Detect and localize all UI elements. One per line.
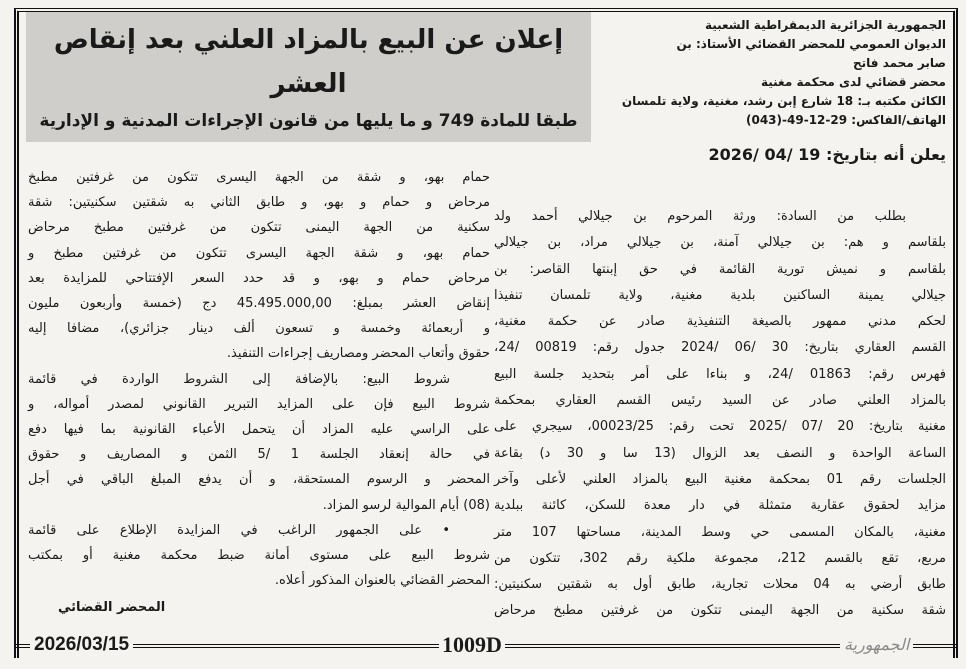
text-line: الجلسات رقم 01 بمحكمة مغنية البيع بالمزاد العلني لأعلى وآخر [494,471,946,487]
text-line: المحضر و الرسوم المستحقة، و أن يدفع المبلغ الباقي في أجل [28,472,490,488]
text-line: مغنية بتاريخ: 20 /07 /2025 تحت رقم: 00023/25، سيجري على [494,419,947,435]
text-line: حمام بهو، و شقة الجهة اليسرى تتكون من غرفتين مطبخ و [28,245,490,261]
text-line: مرحاض حمام و بهو، و قد حدد السعر الإفتتاحي للمزايدة بعد [28,270,490,286]
header-line: الجمهورية الجزائرية الديمقراطية الشعبية [704,18,946,32]
text-line: فهرس رقم: 01863 /24، و بناءا على أمر بتحديد جلسة البيع [494,366,947,382]
title-box [26,12,591,142]
text-line: (08) أيام الموالية لرسو المزاد. [322,497,490,513]
header-line: محضر قضائي لدى محكمة مغنية [760,75,946,89]
text-line: في حالة إنعقاد الجلسة 1 /5 الثمن و المصاريف و حقوق [28,447,490,463]
text-line: المحضر القضائي بالعنوان المذكور أعلاه. [274,573,490,589]
text-line: بلقاسم و هم: بن جيلالي آمنة، بن جيلالي مراد، بن جيلالي [494,235,946,251]
text-line: الساعة الواحدة و النصف بعد الزوال (13 سا و 30 د) بقاعة [494,445,946,461]
text-line: مزايد لحقوق عقارية متمثلة في دار معدة للسكن، كائنة ببلدية [494,498,946,514]
text-line: على الراسي عليه المزاد أن يتحمل الأعباء القانونية بما فيها دفع [28,422,490,438]
header-line: الهاتف/الفاكس: 29-12-49-(043) [746,113,946,127]
text-line: جيلالي يمينة الساكنين بلدية مغنية، ولاية تلمسان تنفيذا [494,287,946,303]
text-line: شقة سكنية من الجهة اليمنى تتكون من غرفتين مطبخ مرحاض [494,603,946,619]
text-line: بطلب من السادة: ورثة المرحوم بن جيلالي أحمد ولد [494,209,906,224]
bailiff-header [601,16,946,130]
signature: المحضر القضائي [58,600,166,615]
header-line: الديوان العمومي للمحضر القضائي الأستاذ: بن [676,37,946,51]
header-line: الكائن مكتبه بـ: 18 شارع إبن رشد، مغنية، ولاية تلمسان [621,94,946,108]
text-line: حقوق وأتعاب المحضر ومصاريف إجراءات التنفيذ. [226,346,490,362]
text-line: و أربعمائة وخمسة و تسعون ألف دينار جزائري)، مضافا إليه [28,321,490,337]
announce-date: يعلن أنه بتاريخ: 19 /04 /2026 [708,145,946,164]
text-line: شروط البيع على مستوى أمانة ضبط محكمة مغنية أو بمكتب [28,548,490,564]
text-line: القسم العقاري بتاريخ: 30 /06 /2024 جدول رقم: 00819 /24، [494,340,946,356]
text-line: طابق أرضي به 04 محلات تجارية، طابق أول به شقتين سكنيتين: [494,577,946,593]
right-column-text [494,204,946,625]
text-line: سكنية من الجهة اليمنى تتكون من غرفتين مطبخ مرحاض [28,220,490,236]
publication-date: 2026/03/15 [30,634,133,656]
header-line: صابر محمد فاتح [853,56,946,70]
text-line: بالمزاد العلني صادر عن السيد رئيس القسم العقاري بمحكمة [494,393,946,409]
newspaper-logo: الجمهورية [840,635,913,654]
notice-title: إعلان عن البيع بالمزاد العلني بعد إنقاص العشر [53,25,564,99]
notice-code: 1009D [439,632,505,658]
text-line: شروط البيع فإن على المزايد التبرير القانوني لمصدر أمواله، و [28,396,490,412]
text-line: إنقاض العشر بمبلغ: 45.495.000,00 دج (خمسة وأربعون مليون [28,296,490,312]
text-line: بلقاسم و نميش تورية القائمة في حق إبنتها القاصر: بن [494,261,946,277]
text-line: مغنية، بالمكان المسمى حي وسط المدينة، مساحتها 107 متر [494,524,946,540]
notice-subtitle: طبقا للمادة 749 و ما يليها من قانون الإجراءات المدنية و الإدارية [39,111,578,131]
text-line: لحكم مدني ممهور بالصيغة التنفيذية صادر عن حكمة مغنية، [494,314,946,330]
text-line: مربع، تقع بالقسم 212، مجموعة ملكية رقم 302، تتكون من [494,550,946,566]
text-line: • على الجمهور الراغب في المزايدة الإطلاع على قائمة [28,522,450,538]
left-column-text [28,165,490,593]
text-line: شروط البيع: بالإضافة إلى الشروط الواردة في قائمة [28,371,450,387]
text-line: مرحاض و حمام و بهو، و طابق الثاني به شقتين سكنيتين: شقة [28,195,490,211]
footer [14,634,958,660]
text-line: حمام بهو، و شقة من الجهة اليسرى تتكون من غرفتين مطبخ [28,170,490,185]
